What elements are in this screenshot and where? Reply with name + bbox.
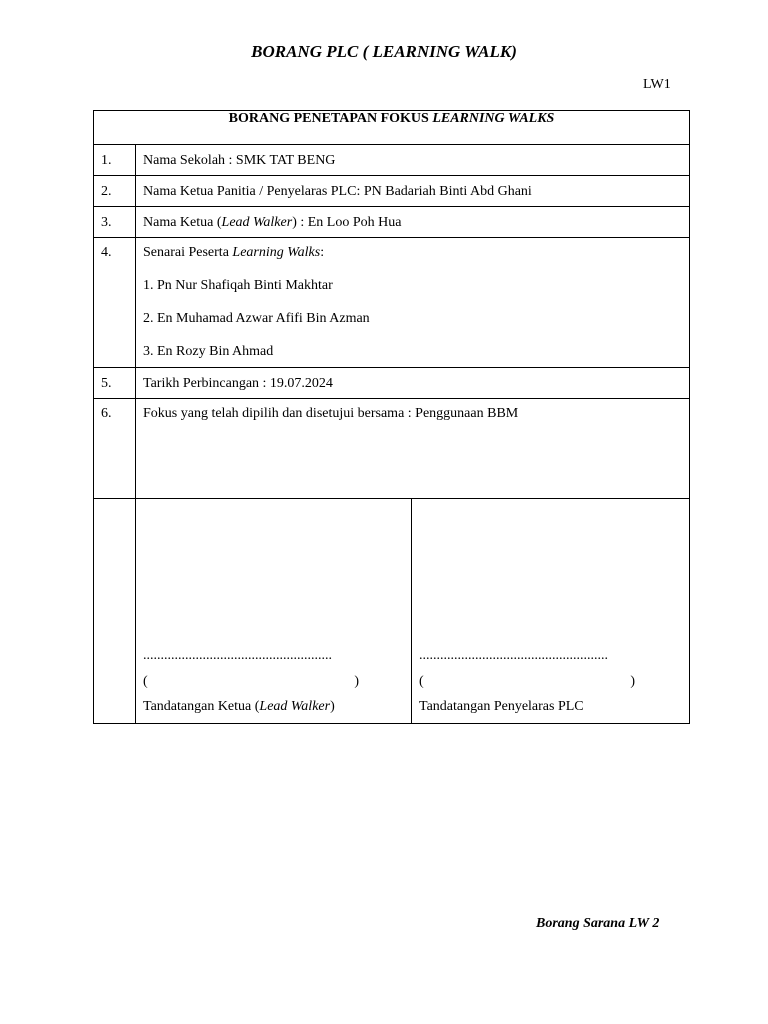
lead-walker-signature — [136, 499, 412, 723]
participants-field — [136, 238, 690, 368]
signature-label — [143, 699, 335, 715]
discussion-date-field: Tarikh Perbincangan : 19.07.2024 — [136, 368, 690, 399]
signature-cell — [136, 499, 690, 724]
school-name-field: Nama Sekolah : SMK TAT BENG — [136, 145, 690, 176]
table-header-row — [94, 111, 690, 145]
row-number: 6. — [94, 399, 136, 499]
signature-name-brackets — [143, 674, 359, 690]
row-number: 4. — [94, 238, 136, 368]
participants-colon: : — [320, 245, 325, 260]
participant-item: 1. Pn Nur Shafiqah Binti Makhtar — [143, 278, 333, 293]
table-row — [94, 238, 690, 368]
header-text-italic: LEARNING WALKS — [432, 111, 555, 126]
row-number: 1. — [94, 145, 136, 176]
participant-item: 2. En Muhamad Azwar Afifi Bin Azman — [143, 311, 370, 326]
coordinator-signature — [412, 499, 689, 723]
paren-close: ) — [630, 674, 635, 689]
focus-field: Fokus yang telah dipilih dan disetujui bersama : Penggunaan BBM — [136, 399, 690, 499]
lead-walker-value: ) : En Loo Poh Hua — [292, 215, 402, 230]
paren-open: ( — [419, 674, 424, 689]
participants-label-italic: Learning Walks — [232, 245, 321, 260]
signature-row — [94, 499, 690, 724]
row-number: 2. — [94, 176, 136, 207]
lead-walker-field — [136, 207, 690, 238]
table-row — [94, 176, 690, 207]
table-row — [94, 145, 690, 176]
participants-heading — [143, 245, 689, 261]
table-row — [94, 207, 690, 238]
table-row — [94, 368, 690, 399]
signature-line: ...................................................... — [419, 648, 608, 663]
paren-open: ( — [143, 674, 148, 689]
paren-close: ) — [354, 674, 359, 689]
table-header — [94, 111, 690, 145]
signature-blank-cell — [94, 499, 136, 724]
signature-label-close: ) — [330, 699, 335, 714]
lead-walker-italic: Lead Walker — [221, 215, 293, 230]
participant-item: 3. En Rozy Bin Ahmad — [143, 344, 274, 359]
row-number: 5. — [94, 368, 136, 399]
panel-head-field: Nama Ketua Panitia / Penyelaras PLC: PN Badariah Binti Abd Ghani — [136, 176, 690, 207]
signature-line: ...................................................... — [143, 648, 332, 663]
table-row — [94, 399, 690, 499]
row-number: 3. — [94, 207, 136, 238]
signature-name-brackets — [419, 674, 635, 690]
focus-form-table — [93, 110, 690, 724]
participants-label: Senarai Peserta — [143, 245, 233, 260]
footer-reference: Borang Sarana LW 2 — [536, 916, 660, 931]
page-title: BORANG PLC ( LEARNING WALK) — [251, 42, 517, 61]
header-text: BORANG PENETAPAN FOKUS — [228, 111, 433, 126]
signature-label-text: Tandatangan Ketua ( — [143, 699, 260, 714]
lead-walker-label: Nama Ketua ( — [143, 215, 222, 230]
form-code: LW1 — [643, 77, 671, 92]
signature-label-italic: Lead Walker — [259, 699, 331, 714]
signature-label: Tandatangan Penyelaras PLC — [419, 699, 584, 714]
